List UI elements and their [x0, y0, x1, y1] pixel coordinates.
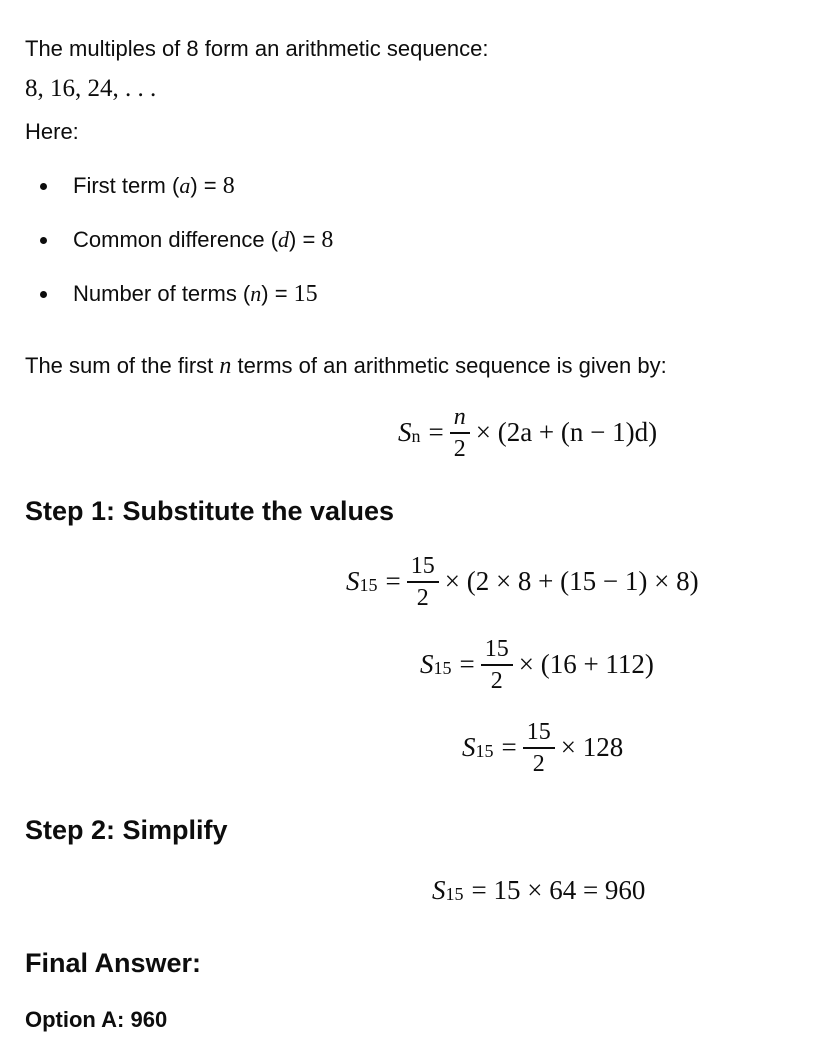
formula-intro-after: terms of an arithmetic sequence is given by:	[231, 353, 667, 378]
eq-equals: =	[385, 566, 401, 597]
eq-rhs: × (16 + 112)	[518, 649, 654, 680]
eq-equals: =	[501, 732, 517, 763]
final-answer-heading: Final Answer:	[25, 948, 202, 978]
sum-formula	[398, 404, 657, 462]
eq-lhs-sub: 15	[359, 575, 378, 596]
formula-fraction	[450, 404, 470, 462]
eq-lhs-sub: 15	[475, 741, 494, 762]
step1-equation-1	[346, 553, 699, 611]
formula-equals: =	[428, 417, 444, 448]
bullet-eq: ) =	[289, 227, 322, 252]
list-item-first-term	[73, 172, 235, 200]
bullet-value: 15	[293, 281, 318, 307]
step2-heading: Step 2: Simplify	[25, 815, 228, 845]
formula-lhs-sub: n	[411, 426, 421, 447]
bullet-label: First term (	[73, 173, 180, 198]
eq-numerator: 15	[410, 553, 435, 579]
eq-fraction	[523, 719, 555, 777]
eq-rhs: × 128	[560, 732, 624, 763]
eq-numerator: 15	[526, 719, 551, 745]
bullet-label: Common difference (	[73, 227, 279, 252]
intro-text: The multiples of 8 form an arithmetic sequence:	[25, 36, 489, 61]
eq-lhs: S	[432, 875, 446, 905]
eq-denominator: 2	[490, 667, 503, 694]
bullet-var: a	[179, 173, 191, 198]
formula-rhs: × (2a + (n − 1)d)	[475, 417, 658, 448]
eq-lhs: S	[462, 732, 476, 763]
eq-numerator: 15	[484, 636, 509, 662]
eq-lhs-sub: 15	[445, 884, 464, 904]
bullet-label: Number of terms (	[73, 281, 251, 306]
eq-lhs: S	[346, 566, 360, 597]
eq-rhs: = 15 × 64 = 960	[471, 875, 646, 905]
bullet-var: n	[250, 281, 262, 306]
list-item-number-of-terms	[73, 280, 318, 308]
eq-lhs-sub: 15	[433, 658, 452, 679]
list-item-common-difference	[73, 226, 333, 254]
eq-rhs: × (2 × 8 + (15 − 1) × 8)	[444, 566, 699, 597]
bullet-eq: ) =	[261, 281, 294, 306]
formula-denominator: 2	[453, 435, 466, 462]
eq-denominator: 2	[416, 584, 429, 611]
formula-intro-text	[25, 352, 667, 380]
formula-intro-var: n	[219, 353, 232, 379]
step1-equation-3	[462, 719, 623, 777]
step1-equation-2	[420, 636, 654, 694]
eq-denominator: 2	[532, 750, 545, 777]
bullet-value: 8	[222, 173, 235, 199]
final-answer-option: Option A: 960	[25, 1007, 168, 1032]
eq-equals: =	[459, 649, 475, 680]
formula-lhs: S	[398, 417, 412, 448]
sequence-expression: 8, 16, 24, . . .	[25, 75, 157, 102]
step2-equation	[432, 875, 645, 906]
step1-heading: Step 1: Substitute the values	[25, 496, 395, 526]
formula-numerator: n	[453, 404, 466, 430]
bullet-eq: ) =	[190, 173, 223, 198]
bullet-var: d	[278, 227, 290, 252]
formula-intro-before: The sum of the first	[25, 353, 220, 378]
eq-fraction	[407, 553, 439, 611]
bullet-value: 8	[321, 227, 334, 253]
eq-lhs: S	[420, 649, 434, 680]
here-label: Here:	[25, 119, 79, 144]
eq-fraction	[481, 636, 513, 694]
